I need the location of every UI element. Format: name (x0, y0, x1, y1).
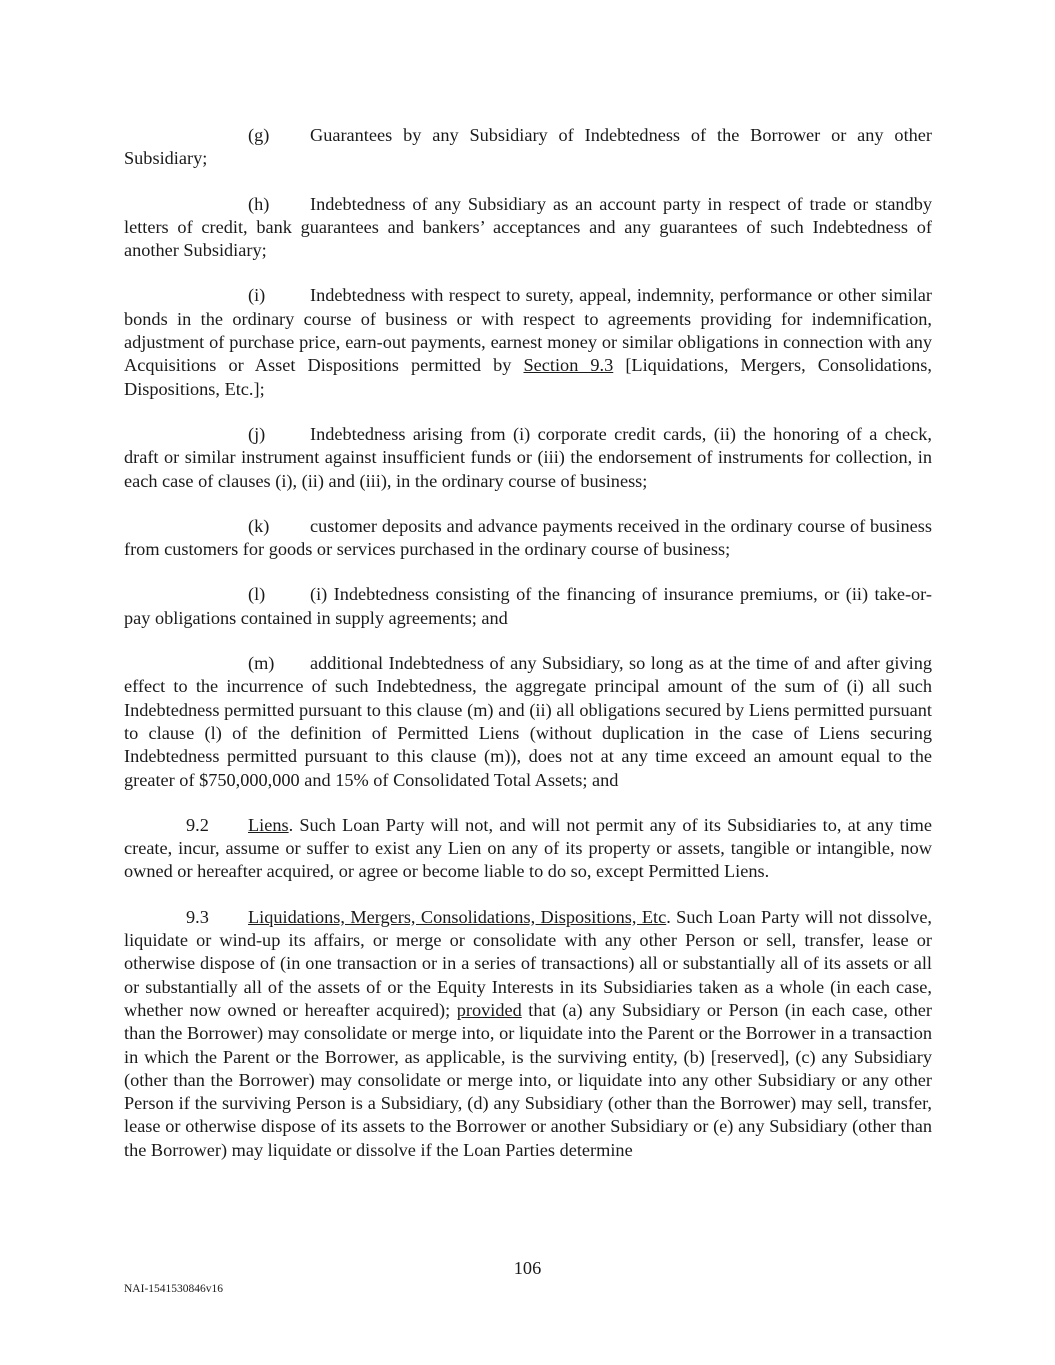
paragraph-j (124, 423, 932, 493)
section-text: . Such Loan Party will not, and will not permit any of its Subsidiaries to, at any time create, incur, assume or suffer to exist any Lien on any of its property or assets, tangible or intangible, now owned or hereafter acquired, or agree or become liable to do so, except Permitted Liens. (124, 814, 932, 882)
provided-term: provided (456, 999, 522, 1020)
paragraph-text: additional Indebtedness of any Subsidiary, so long as at the time of and after giving effect to the incurrence of such Indebtedness, the aggregate principal amount of the sum of (i) all such Indebtedness permitted pursuant to this clause (m) and (ii) all obligations secured by Liens permitted pursuant to clause (l) of the definition of Permitted Liens (without duplication in the case of Liens securing Indebtedness permitted pursuant to this clause (m)), does not at any time exceed an amount equal to the greater of $750,000,000 and 15% of Consolidated Total Assets; and (124, 653, 932, 790)
paragraph-label: (l) (248, 584, 266, 605)
paragraph-k (124, 515, 932, 562)
paragraph-label: (g) (248, 125, 270, 145)
paragraph-h (124, 193, 932, 263)
page-number: 106 (513, 1258, 542, 1278)
paragraph-l (124, 583, 932, 630)
paragraph-m (124, 652, 932, 792)
paragraph-g (124, 124, 932, 171)
paragraph-text: Indebtedness of any Subsidiary as an account party in respect of trade or standby letters of credit, bank guarantees and bankers’ acceptances and any guarantees of such Indebtedness of another Subsidiary; (124, 193, 932, 261)
section-number: 9.2 (186, 814, 209, 835)
section-text: . Such Loan Party will not dissolve, liquidate or wind-up its affairs, or merge or consolidate with any other Person or sell, transfer, lease or otherwise dispose of (in one transaction or in a series of transactions) all or substantially all of its assets or all or substantially all of the assets of or the Equity Interests in its Subsidiaries taken as a whole (in each case, whether now owned or hereafter acquired); (124, 906, 933, 1020)
section-9-3-reference: Section 9.3 (523, 355, 614, 376)
section-title: Liens (248, 814, 289, 835)
section-number: 9.3 (186, 906, 209, 927)
paragraph-label: (h) (248, 193, 270, 214)
document-id: NAI-1541530846v16 (124, 1283, 224, 1295)
paragraph-label: (k) (248, 515, 270, 536)
paragraph-text: Indebtedness with respect to surety, appeal, indemnity, performance or other similar bonds in the ordinary course of business or with respect to agreements providing for indemnification, adjustment of purchase price, earn-out payments, earnest money or similar obligations in connection with any Acquisitions or Asset Dispositions permitted by (124, 285, 932, 376)
section-9-3 (124, 906, 932, 1162)
section-9-2 (124, 814, 932, 884)
document-body (124, 124, 932, 1162)
paragraph-label: (m) (248, 653, 275, 674)
paragraph-text: Indebtedness arising from (i) corporate credit cards, (ii) the honoring of a check, draft or similar instrument against insufficient funds or (iii) the endorsement of instruments for collection, in each case of clauses (i), (ii) and (iii), in the ordinary course of business; (124, 423, 932, 491)
paragraph-text: (i) Indebtedness consisting of the financing of insurance premiums, or (ii) take-or-pay obligations contained in supply agreements; and (124, 584, 932, 628)
paragraph-label: (i) (248, 285, 266, 306)
section-title: Liquidations, Mergers, Consolidations, Dispositions, Etc (248, 906, 667, 927)
paragraph-text: customer deposits and advance payments received in the ordinary course of business from customers for goods or services purchased in the ordinary course of business; (124, 515, 932, 560)
paragraph-label: (j) (248, 423, 266, 444)
section-text-after: that (a) any Subsidiary or Person (in each case, other than the Borrower) may consolidate or merge into, or liquidate into the Parent or the Borrower in a transaction in which the Parent or the Borrower, as applicable, is the surviving entity, (b) [reserved], (c) any Subsidiary (other than the Borrower) may consolidate or merge into, or liquidate into any other Subsidiary or any other Person if the surviving Person is a Subsidiary, (d) any Subsidiary (other than the Borrower) may sell, transfer, lease or otherwise dispose of its assets to the Borrower or another Subsidiary or (e) any Subsidiary (other than the Borrower) may liquidate or dissolve if the Loan Parties determine (124, 999, 932, 1160)
paragraph-text-after: [Liquidations, Mergers, Consolidations, Dispositions, Etc.]; (124, 355, 932, 399)
paragraph-text: Guarantees by any Subsidiary of Indebtedness of the Borrower or any other Subsidiary; (124, 125, 932, 169)
paragraph-i (124, 284, 932, 400)
